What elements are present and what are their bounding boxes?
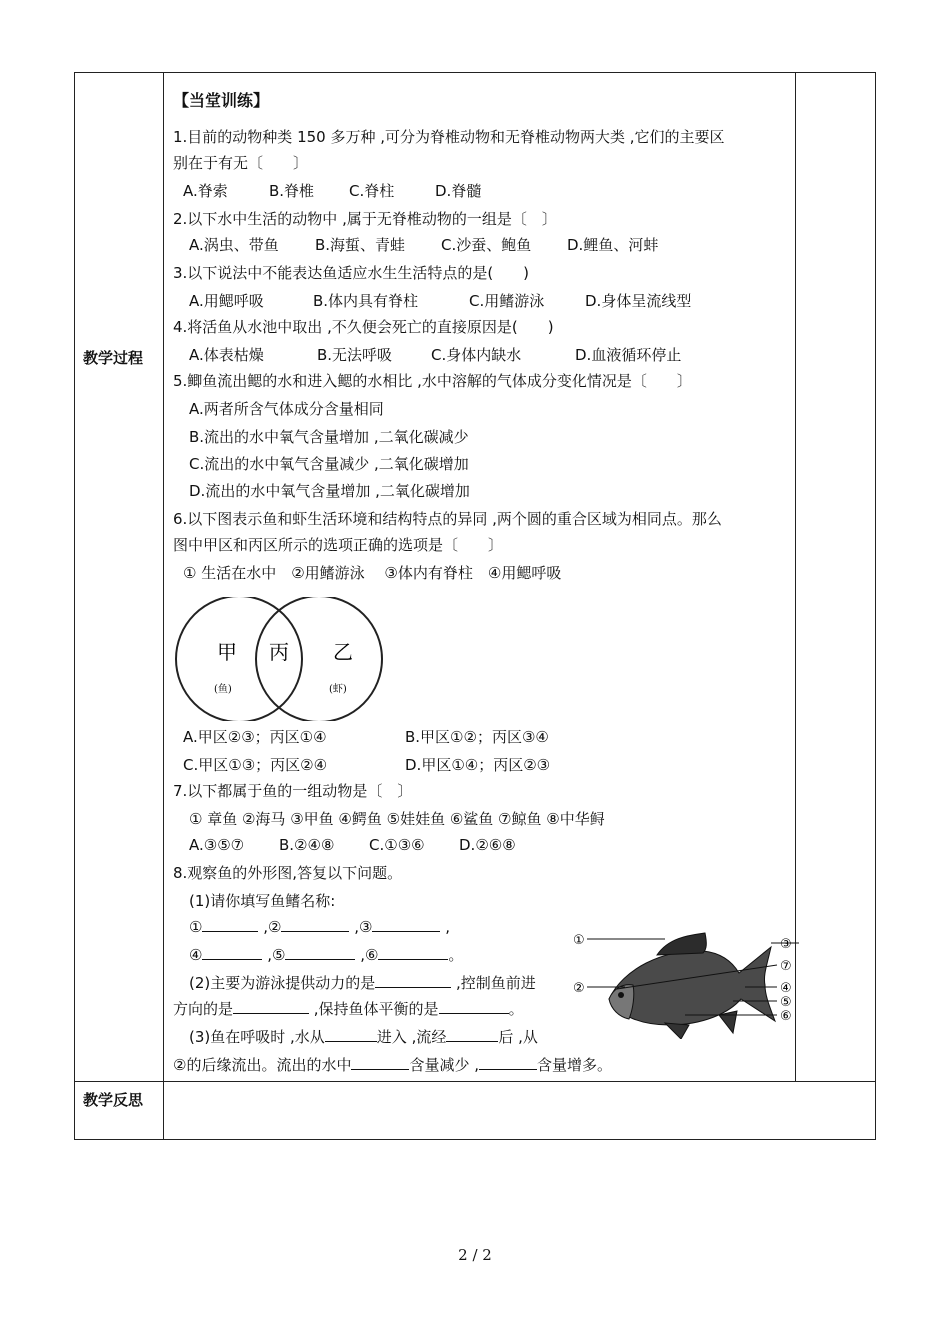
q8-text: 8.观察鱼的外形图,答复以下问题。 [173,864,403,882]
page-number: 2 / 2 [458,1246,492,1264]
q2-option-c: C.沙蚕、鲍鱼 [441,236,532,254]
fin-label-4: ④ [189,946,203,964]
q2-option-d: D.鲤鱼、河蚌 [567,236,659,254]
q1-text: 1.目前的动物种类 150 多万种 ,可分为脊椎动物和无脊椎动物两大类 ,它们的主要区 [173,128,725,146]
fish-label-4: ④ [780,981,792,996]
fin-blank-2[interactable] [281,917,349,932]
lesson-table [74,72,876,1140]
fish-label-6: ⑥ [780,1009,792,1024]
fin-label-6: ,⑥ [355,946,379,964]
q7-option-c: C.①③⑥ [369,836,425,854]
q8-fins-row1 [189,917,450,937]
q1-option-c: C.脊柱 [349,182,395,200]
decreased-gas-blank[interactable] [351,1055,409,1070]
q8-sub3-text-b: 进入 ,流经 [376,1028,447,1046]
q3-option-a: A.用鳃呼吸 [189,292,264,310]
row-label-reflection: 教学反思 [83,1091,144,1109]
q4-option-b: B.无法呼吸 [317,346,393,364]
water-in-blank[interactable] [325,1027,377,1042]
q4-option-c: C.身体内缺水 [431,346,522,364]
direction-fin-blank[interactable] [233,999,309,1014]
venn-label-jia: 甲 [217,640,237,664]
q2-text: 2.以下水中生活的动物中 ,属于无脊椎动物的一组是〔 〕 [173,210,557,228]
q5-option-a: A.两者所含气体成分含量相同 [189,400,384,418]
q6-statements: ① 生活在水中 ②用鳍游泳 ③体内有脊柱 ④用鳃呼吸 [183,564,562,582]
fin-blank-3[interactable] [372,917,440,932]
q8-sub2-line2 [173,999,524,1019]
dorsal-fin [657,933,706,955]
fish-label-1: ① [573,933,585,948]
q1-text-cont: 别在于有无〔 〕 [173,154,309,172]
section-title: 【当堂训练】 [173,91,270,110]
venn-sublabel-fish: (鱼) [214,684,232,695]
q1-option-b: B.脊椎 [269,182,315,200]
q6-option-b: B.甲区①②；丙区③④ [405,728,549,746]
q5-option-d: D.流出的水中氧气含量增加 ,二氧化碳增加 [189,482,470,500]
q7-animals: ① 章鱼 ②海马 ③甲鱼 ④鳄鱼 ⑤娃娃鱼 ⑥鲨鱼 ⑦鲸鱼 ⑧中华鲟 [189,810,605,828]
venn-label-yi: 乙 [333,640,353,664]
increased-gas-blank[interactable] [479,1055,537,1070]
fin-label-2: ,② [258,918,282,936]
q8-sub2-text-e: 。 [508,1000,524,1018]
q8-sub3-text-c: 后 ,从 [498,1028,538,1046]
fish-eye [618,992,624,998]
q3-option-b: B.体内具有脊柱 [313,292,419,310]
fin-label-3: ,③ [349,918,373,936]
q4-option-a: A.体表枯燥 [189,346,264,364]
q8-sub2-text-b: ,控制鱼前进 [451,974,536,992]
fish-head [609,985,634,1019]
q8-sub2-line1 [189,973,536,993]
q2-option-a: A.涡虫、带鱼 [189,236,279,254]
q8-sub2-text-d: ,保持鱼体平衡的是 [309,1000,439,1018]
row-label-process: 教学过程 [83,349,144,367]
q6-option-a: A.甲区②③；丙区①④ [183,728,327,746]
q7-option-b: B.②④⑧ [279,836,335,854]
fin-blank-4[interactable] [202,945,262,960]
q8-sub3-text-a: (3)鱼在呼吸时 ,水从 [189,1028,325,1046]
venn-diagram [173,597,387,721]
fin-row2-end: 。 [448,946,464,964]
q6-text: 6.以下图表示鱼和虾生活环境和结构特点的异同 ,两个圆的重合区域为相同点。那么 [173,510,722,528]
venn-label-bing: 丙 [269,640,289,664]
fin-label-1: ① [189,918,203,936]
q6-option-c: C.甲区①③；丙区②④ [183,756,328,774]
fish-label-5: ⑤ [780,995,792,1010]
q3-option-d: D.身体呈流线型 [585,292,692,310]
q8-sub3-text-d: ②的后缘流出。流出的水中 [173,1056,352,1074]
q4-text: 4.将活鱼从水池中取出 ,不久便会死亡的直接原因是( ) [173,318,554,336]
row-divider [75,1081,875,1082]
q2-option-b: B.海蜇、青蛙 [315,236,406,254]
q8-sub3-text-f: 含量增多。 [537,1056,613,1074]
fish-label-2: ② [573,981,585,996]
fish-label-3: ③ [780,937,792,952]
q3-text: 3.以下说法中不能表达鱼适应水生生活特点的是( ) [173,264,530,282]
q1-option-a: A.脊索 [183,182,228,200]
fin-label-5: ,⑤ [262,946,286,964]
fin-blank-5[interactable] [285,945,355,960]
venn-sublabel-shrimp: (虾) [329,684,347,695]
fin-blank-6[interactable] [378,945,448,960]
fin-row1-end: , [440,918,450,936]
q8-sub3-line1 [189,1027,538,1047]
q7-option-d: D.②⑥⑧ [459,836,516,854]
q8-fins-row2 [189,945,463,965]
q3-option-c: C.用鳍游泳 [469,292,545,310]
q7-option-a: A.③⑤⑦ [189,836,245,854]
q4-option-d: D.血液循环停止 [575,346,682,364]
q8-sub3-line2 [173,1055,612,1075]
fish-diagram [573,929,799,1039]
power-fin-blank[interactable] [375,973,451,988]
q5-option-c: C.流出的水中氧气含量减少 ,二氧化碳增加 [189,455,469,473]
water-through-blank[interactable] [446,1027,498,1042]
q1-option-d: D.脊髓 [435,182,482,200]
fin-blank-1[interactable] [202,917,258,932]
q8-sub3-text-e: 含量减少 , [409,1056,479,1074]
fish-label-7: ⑦ [780,959,792,974]
balance-fin-blank[interactable] [439,999,509,1014]
q8-sub1: (1)请你填写鱼鳍名称: [189,892,336,910]
q7-text: 7.以下都属于鱼的一组动物是〔 〕 [173,782,413,800]
q6-text-cont: 图中甲区和丙区所示的选项正确的选项是〔 〕 [173,536,504,554]
q8-sub2-text-c: 方向的是 [173,1000,234,1018]
q5-text: 5.鲫鱼流出鳃的水和进入鳃的水相比 ,水中溶解的气体成分变化情况是〔 〕 [173,372,692,390]
q8-sub2-text-a: (2)主要为游泳提供动力的是 [189,974,376,992]
pelvic-fin [665,1023,689,1039]
q6-option-d: D.甲区①④；丙区②③ [405,756,551,774]
q5-option-b: B.流出的水中氧气含量增加 ,二氧化碳减少 [189,428,469,446]
anal-fin [719,1011,737,1033]
column-divider [163,73,164,1139]
